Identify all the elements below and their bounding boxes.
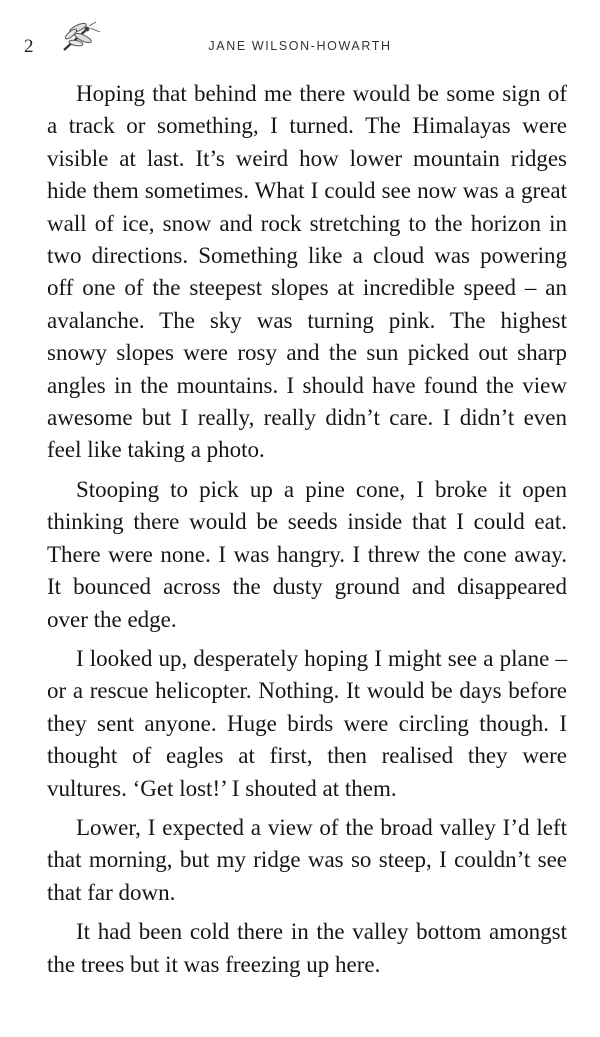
paragraph: Hoping that behind me there would be some sign of a track or something, I turned. The Himalayas were visible at last. It’s weird how lower mountain ridges hide them sometimes. What I could see now was a great wall of ice, snow and rock stretching to the horizon in two directions. Something like a cloud was powering off one of the steepest slopes at incredible speed – an avalanche. The sky was turning pink. The highest snowy slopes were rosy and the sun picked out sharp angles in the mountains. I should have found the view awesome but I really, really didn’t care. I didn’t even feel like taking a photo. [47, 81, 567, 463]
running-head: JANE WILSON-HOWARTH [208, 39, 392, 53]
page-header [0, 30, 600, 60]
paragraph: I looked up, desperately hoping I might see a plane – or a rescue helicopter. Nothing. It would be days before they sent anyone. Huge birds were circling though. I thought of eagles at first, then realised they were vultures. ‘Get lost!’ I shouted at them. [47, 645, 567, 801]
paragraph: Lower, I expected a view of the broad valley I’d left that morning, but my ridge was so steep, I couldn’t see that far down. [47, 814, 567, 905]
paragraph: Stooping to pick up a pine cone, I broke it open thinking there would be seeds inside that I could eat. There were none. I was hangry. I threw the cone away. It bounced across the dusty ground and disappeared over the edge. [47, 476, 567, 632]
paragraph: It had been cold there in the valley bottom amongst the trees but it was freezing up here. [47, 919, 567, 977]
body-text [47, 78, 567, 988]
page-number: 2 [24, 36, 34, 57]
